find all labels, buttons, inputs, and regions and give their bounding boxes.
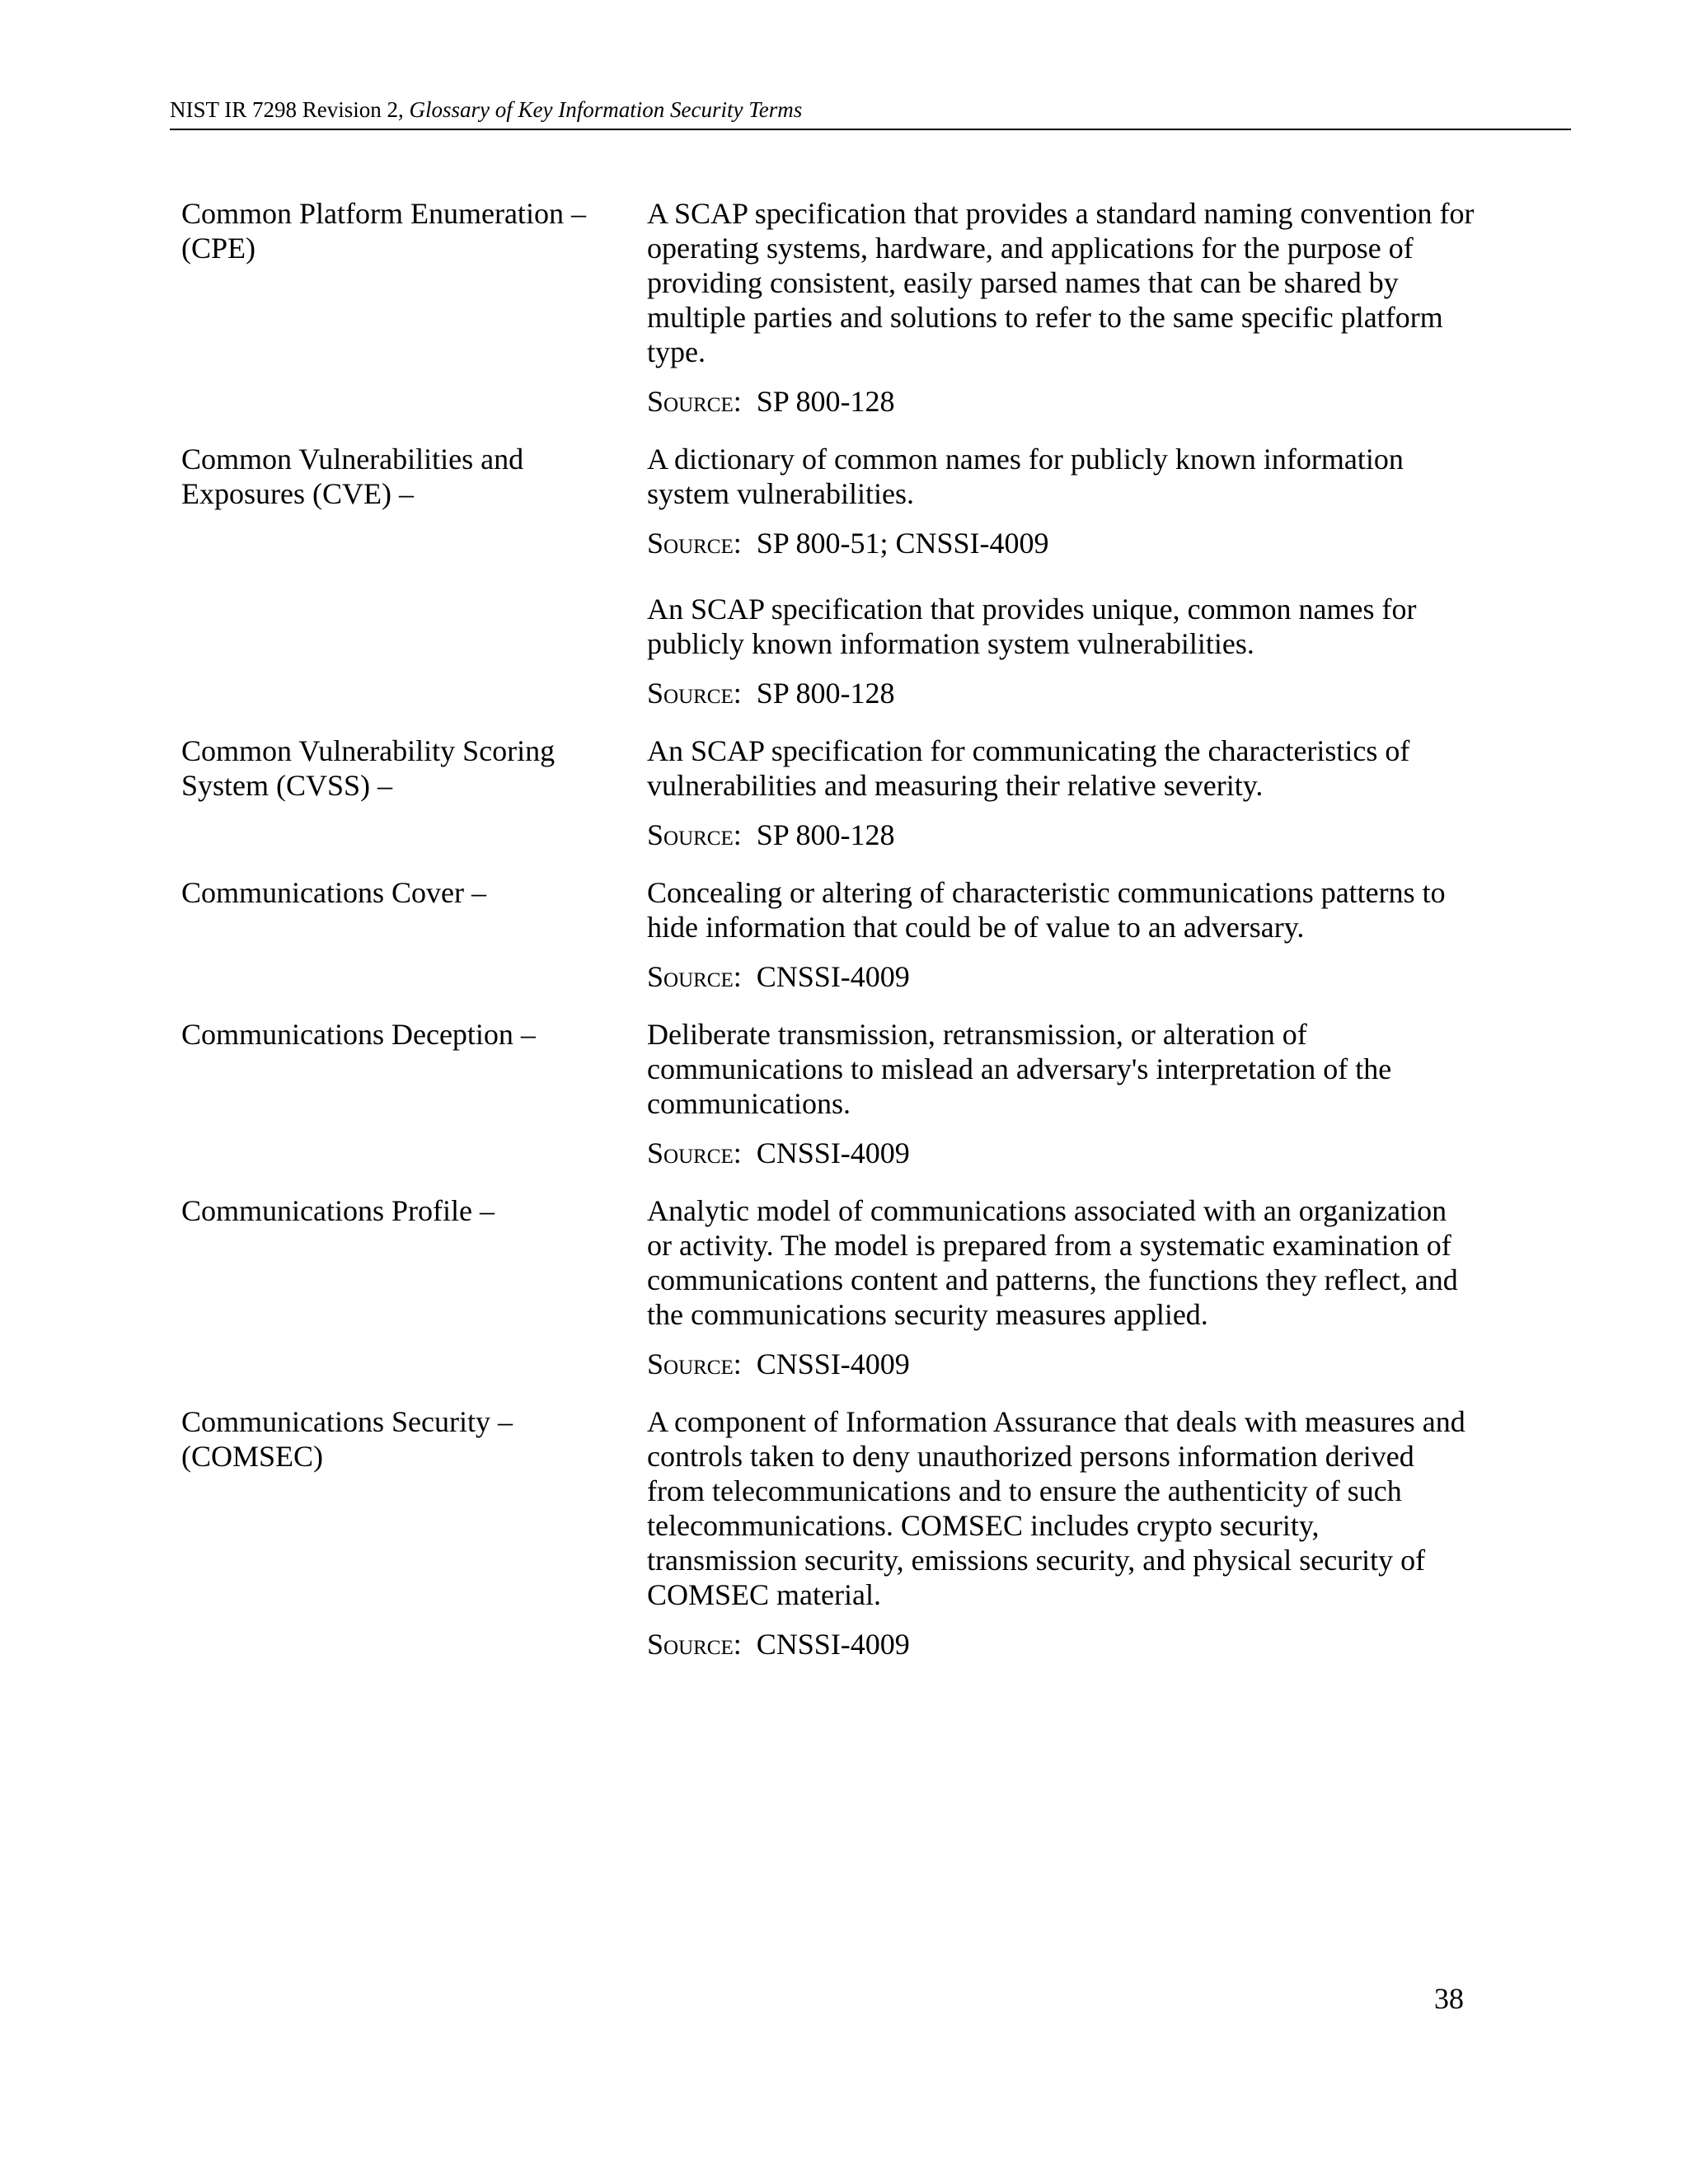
source-label: Source:: [647, 1137, 742, 1169]
entry-definitions: [647, 442, 1504, 710]
source-label: Source:: [647, 1347, 742, 1380]
entry-term: [181, 196, 647, 265]
definition-text: [647, 733, 1504, 803]
source-citation: [647, 526, 1504, 560]
source-citation: [647, 676, 1504, 710]
term-line: Communications Deception –: [181, 1018, 536, 1051]
source-value: CNSSI-4009: [756, 1137, 910, 1169]
source-label: Source:: [647, 527, 742, 560]
term-line: Communications Profile –: [181, 1194, 495, 1227]
definition-line: operating systems, hardware, and applications for the purpose of: [647, 232, 1414, 265]
source-value: SP 800-51; CNSSI-4009: [756, 527, 1049, 560]
glossary-entry: [181, 1193, 1500, 1381]
source-value: SP 800-128: [756, 818, 895, 851]
definition-text: [647, 196, 1504, 369]
definition-line: An SCAP specification that provides unique, common names for: [647, 593, 1417, 626]
source-label: Source:: [647, 677, 742, 710]
definition-line: providing consistent, easily parsed names that can be shared by: [647, 266, 1399, 299]
definition-text: [647, 1404, 1504, 1612]
definition-line: COMSEC material.: [647, 1578, 881, 1611]
definition-line: Deliberate transmission, retransmission, or alteration of: [647, 1018, 1307, 1051]
source-label: Source:: [647, 385, 742, 418]
source-citation: [647, 959, 1504, 994]
definition-line: vulnerabilities and measuring their relative severity.: [647, 769, 1264, 802]
source-label: Source:: [647, 1628, 742, 1661]
definition-line: Analytic model of communications associated with an organization: [647, 1194, 1447, 1227]
source-citation: [647, 1347, 1504, 1381]
term-line: Common Platform Enumeration –: [181, 197, 586, 230]
source-citation: [647, 1136, 1504, 1170]
term-line: Communications Security –: [181, 1405, 513, 1438]
term-line: Common Vulnerability Scoring: [181, 734, 556, 767]
definition-line: system vulnerabilities.: [647, 477, 914, 510]
glossary-entry: [181, 1017, 1500, 1170]
entry-definitions: [647, 196, 1504, 419]
source-value: CNSSI-4009: [756, 1347, 910, 1380]
source-label: Source:: [647, 818, 742, 851]
source-value: SP 800-128: [756, 385, 895, 418]
definition-line: A dictionary of common names for publicly known information: [647, 443, 1404, 476]
definition-line: A component of Information Assurance that deals with measures and: [647, 1405, 1465, 1438]
source-citation: [647, 1627, 1504, 1661]
definition-block: [647, 196, 1504, 419]
definition-line: communications to mislead an adversary's interpretation of the: [647, 1052, 1392, 1085]
source-value: CNSSI-4009: [756, 960, 910, 993]
definition-line: communications.: [647, 1087, 851, 1120]
source-citation: [647, 384, 1504, 419]
definition-line: hide information that could be of value to an adversary.: [647, 911, 1305, 944]
entry-definitions: [647, 1017, 1504, 1170]
definition-line: or activity. The model is prepared from a systematic examination of: [647, 1229, 1451, 1262]
entry-term: [181, 1193, 647, 1228]
glossary-entry: [181, 1404, 1500, 1661]
definition-line: controls taken to deny unauthorized persons information derived: [647, 1440, 1414, 1473]
entry-term: [181, 1404, 647, 1474]
entry-term: [181, 875, 647, 910]
definition-line: multiple parties and solutions to refer to the same specific platform: [647, 301, 1443, 334]
page-number: 38: [1434, 1982, 1464, 2015]
entry-definitions: [647, 1404, 1504, 1661]
definition-line: A SCAP specification that provides a standard naming convention for: [647, 197, 1475, 230]
definition-block: [647, 592, 1504, 710]
source-value: SP 800-128: [756, 677, 895, 710]
definition-text: [647, 592, 1504, 661]
definition-text: [647, 442, 1504, 511]
term-line: (COMSEC): [181, 1440, 324, 1473]
glossary-entry: [181, 875, 1500, 994]
term-line: Communications Cover –: [181, 876, 486, 909]
source-value: CNSSI-4009: [756, 1628, 910, 1661]
entry-term: [181, 1017, 647, 1052]
glossary-entry: [181, 733, 1500, 852]
entry-term: [181, 442, 647, 511]
definition-block: [647, 1193, 1504, 1381]
definition-line: publicly known information system vulnerabilities.: [647, 627, 1254, 660]
definition-line: from telecommunications and to ensure the authenticity of such: [647, 1474, 1402, 1507]
definition-block: [647, 1404, 1504, 1661]
glossary-entry: [181, 442, 1500, 710]
entry-term: [181, 733, 647, 803]
header-document-title: Glossary of Key Information Security Terms: [409, 97, 803, 122]
term-line: Exposures (CVE) –: [181, 477, 414, 510]
definition-block: [647, 733, 1504, 852]
definition-line: communications content and patterns, the functions they reflect, and: [647, 1263, 1458, 1296]
term-line: (CPE): [181, 232, 256, 265]
term-line: Common Vulnerabilities and: [181, 443, 524, 476]
header-series: NIST IR 7298 Revision 2,: [170, 97, 410, 122]
glossary-entries: [181, 196, 1500, 1661]
glossary-entry: [181, 196, 1500, 419]
source-label: Source:: [647, 960, 742, 993]
source-citation: [647, 818, 1504, 852]
definition-line: An SCAP specification for communicating the characteristics of: [647, 734, 1410, 767]
definition-line: transmission security, emissions security, and physical security of: [647, 1544, 1426, 1577]
definition-block: [647, 442, 1504, 560]
definition-line: telecommunications. COMSEC includes crypto security,: [647, 1509, 1320, 1542]
definition-block: [647, 1017, 1504, 1170]
definition-text: [647, 1017, 1504, 1121]
definition-block: [647, 875, 1504, 994]
definition-text: [647, 875, 1504, 944]
entry-definitions: [647, 1193, 1504, 1381]
definition-line: type.: [647, 335, 706, 368]
page-header: [170, 97, 1571, 130]
definition-line: the communications security measures applied.: [647, 1298, 1208, 1331]
definition-text: [647, 1193, 1504, 1332]
term-line: System (CVSS) –: [181, 769, 393, 802]
entry-definitions: [647, 875, 1504, 994]
entry-definitions: [647, 733, 1504, 852]
definition-line: Concealing or altering of characteristic communications patterns to: [647, 876, 1446, 909]
